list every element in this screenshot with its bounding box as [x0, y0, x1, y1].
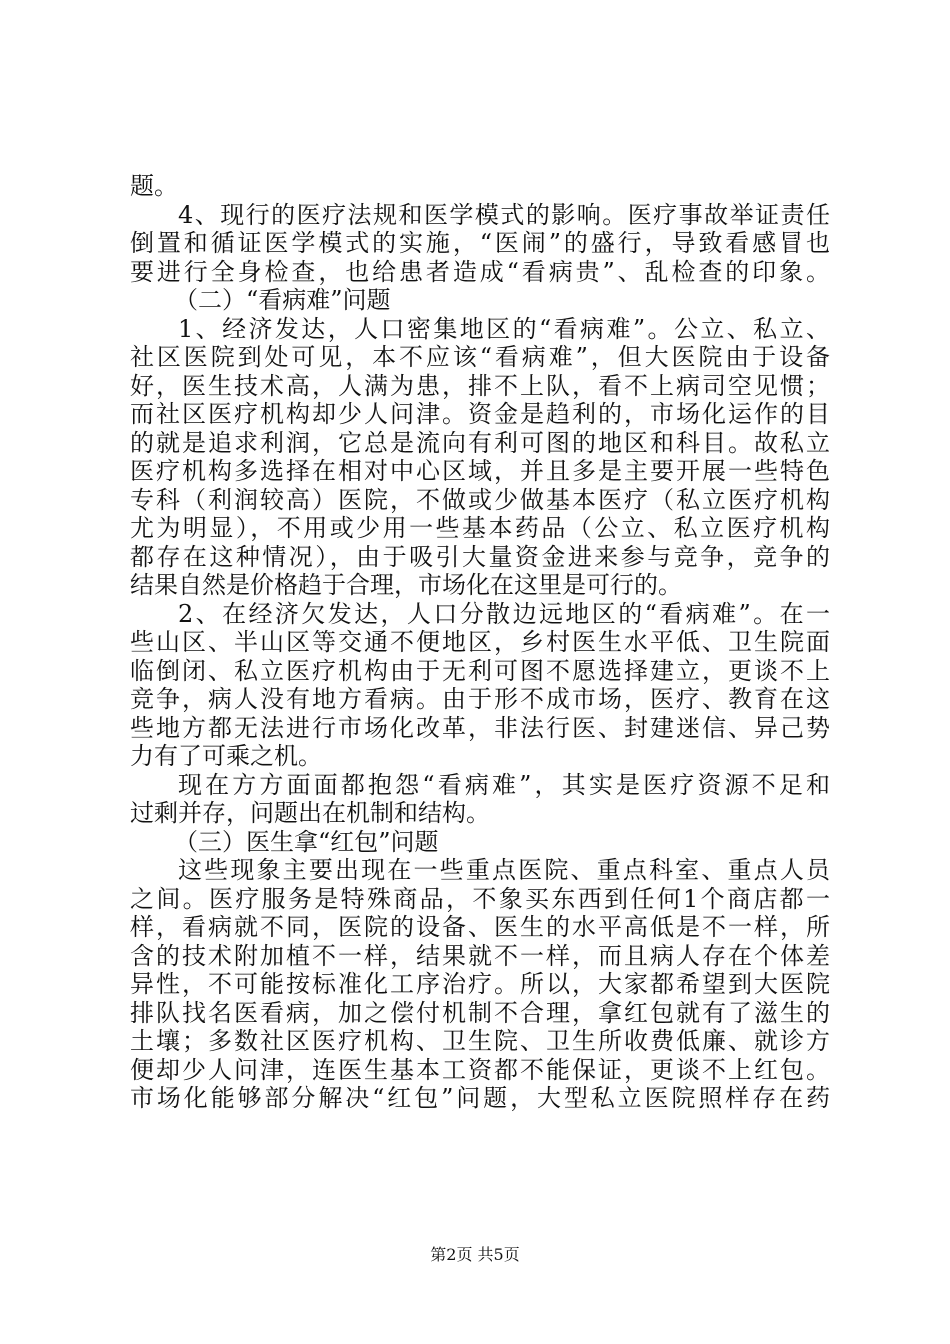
- text-line: 题。: [130, 172, 178, 200]
- text-line: 含的技术附加植不一样，结果就不一样，而且病人存在个体差: [130, 941, 830, 970]
- text-line: 这些现象主要出现在一些重点医院、重点科室、重点人员: [178, 856, 830, 884]
- text-line: 2、在经济欠发达，人口分散边远地区的“看病难”。在一: [178, 599, 830, 628]
- text-line: 要进行全身检查，也给患者造成“看病贵”、乱检查的印象。: [130, 257, 830, 286]
- text-line: 之间。医疗服务是特殊商品，不象买东西到任何1个商店都一: [130, 884, 830, 913]
- text-line: 结果自然是价格趋于合理，市场化在这里是可行的。: [130, 571, 682, 599]
- section-heading: （二）“看病难”问题: [174, 286, 391, 314]
- text-line: 专科（利润较高）医院，不做或少做基本医疗（私立医疗机构: [130, 485, 830, 514]
- text-line: 的就是追求利润，它总是流向有利可图的地区和科目。故私立: [130, 428, 830, 457]
- text-line: 现在方方面面都抱怨“看病难”，其实是医疗资源不足和: [178, 770, 830, 799]
- text-line: 而社区医疗机构却少人问津。资金是趋利的，市场化运作的目: [130, 400, 830, 428]
- text-line: 1、经济发达，人口密集地区的“看病难”。公立、私立、: [178, 314, 830, 343]
- text-line: 力有了可乘之机。: [130, 742, 322, 770]
- text-line: 些地方都无法进行市场化改革，非法行医、封建迷信、异己势: [130, 713, 830, 742]
- text-line: 好，医生技术高，人满为患，排不上队，看不上病司空见惯；: [130, 371, 830, 400]
- section-heading: （三）医生拿“红包”问题: [174, 827, 439, 856]
- text-line: 过剩并存，问题出在机制和结构。: [130, 799, 490, 827]
- text-line: 异性，不可能按标准化工序治疗。所以，大家都希望到大医院: [130, 970, 830, 998]
- text-line: 样，看病就不同，医院的设备、医生的水平高低是不一样，所: [130, 913, 830, 941]
- page-footer: 第2页 共5页: [430, 1245, 520, 1264]
- text-line: 医疗机构多选择在相对中心区域，并且多是主要开展一些特色: [130, 457, 830, 485]
- text-line: 都存在这种情况），由于吸引大量资金进来参与竞争，竞争的: [130, 542, 830, 571]
- text-line: 尤为明显），不用或少用一些基本药品（公立、私立医疗机构: [130, 514, 830, 542]
- text-line: 4、现行的医疗法规和医学模式的影响。医疗事故举证责任: [178, 200, 830, 229]
- text-line: 临倒闭、私立医疗机构由于无利可图不愿选择建立，更谈不上: [130, 656, 830, 685]
- text-line: 市场化能够部分解决“红包”问题，大型私立医院照样存在药: [130, 1084, 830, 1112]
- text-line: 竞争，病人没有地方看病。由于形不成市场，医疗、教育在这: [130, 685, 830, 713]
- text-line: 社区医院到处可见，本不应该“看病难”，但大医院由于设备: [130, 343, 830, 371]
- text-line: 些山区、半山区等交通不便地区，乡村医生水平低、卫生院面: [130, 628, 830, 656]
- document-body: [130, 172, 830, 1113]
- text-line: 便却少人问津，连医生基本工资都不能保证，更谈不上红包。: [130, 1055, 830, 1084]
- text-line: 倒置和循证医学模式的实施，“医闹”的盛行，导致看感冒也: [130, 229, 830, 257]
- text-line: 土壤；多数社区医疗机构、卫生院、卫生所收费低廉、就诊方: [130, 1027, 830, 1055]
- text-line: 排队找名医看病，加之偿付机制不合理，拿红包就有了滋生的: [130, 998, 830, 1027]
